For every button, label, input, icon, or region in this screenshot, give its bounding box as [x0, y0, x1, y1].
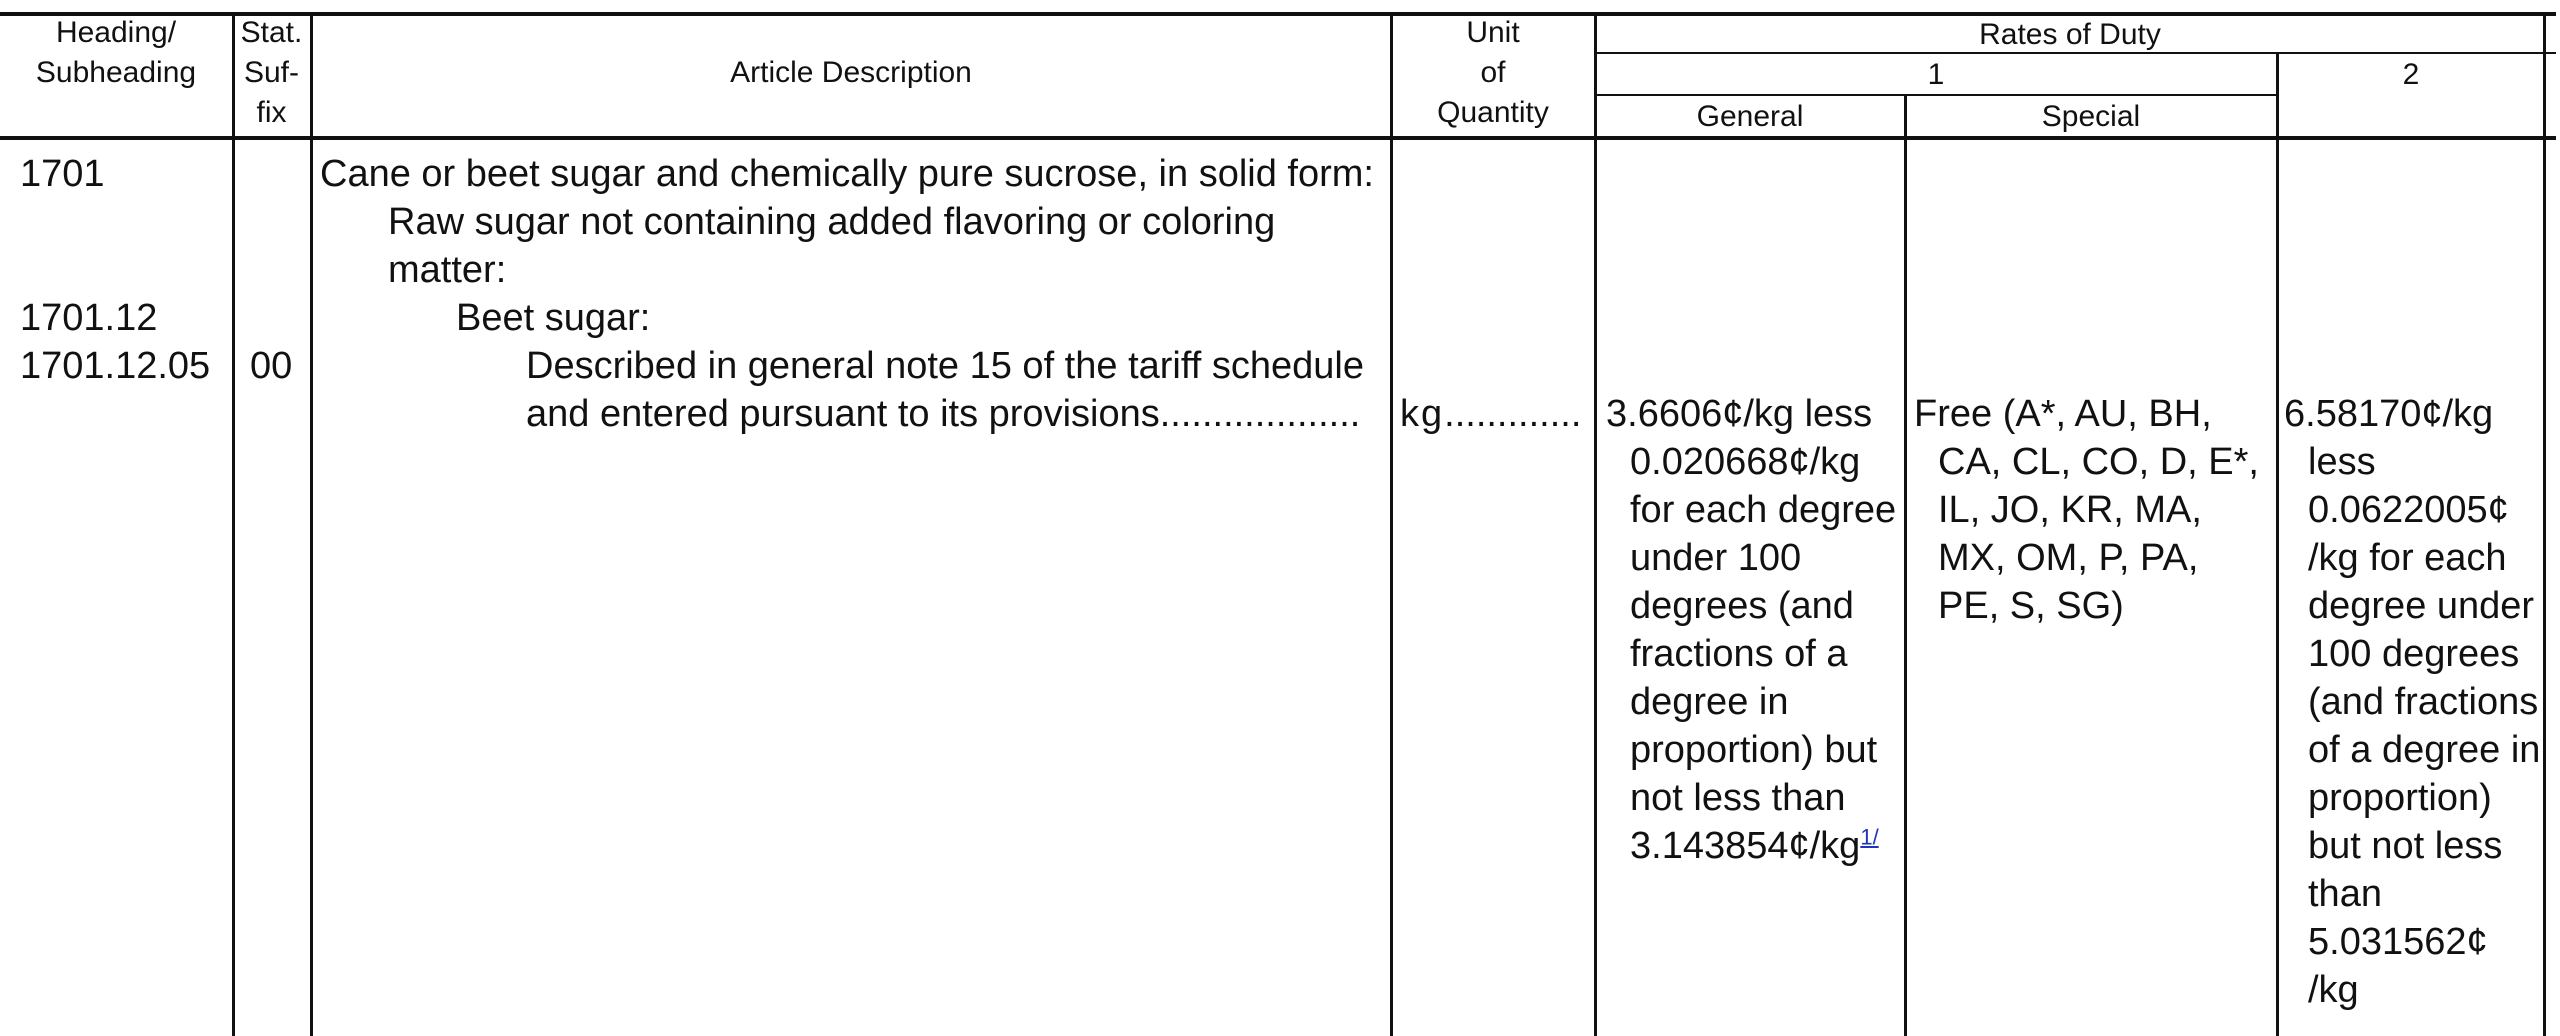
- column2-rate-line: 0.0622005¢: [2308, 489, 2509, 531]
- description-general-note-15-line2: [526, 390, 1360, 438]
- column2-rate-line: /kg: [2308, 969, 2359, 1011]
- general-special-subheader-border: [1596, 94, 2278, 96]
- general-rate-line: 3.6606¢/kg less: [1606, 393, 1873, 435]
- column2-rate-line: of a degree in: [2308, 729, 2541, 771]
- general-rate: [1606, 390, 1896, 870]
- column2-rate-line: (and fractions: [2308, 681, 2539, 723]
- special-rate-line: CA, CL, CO, D, E*,: [1938, 441, 2259, 483]
- stat-header-line1: Stat.: [240, 16, 303, 49]
- description-raw-sugar-line1: Raw sugar not containing added flavoring or coloring: [388, 201, 1276, 243]
- table-top-border: [0, 12, 2556, 16]
- general-rate-line: degrees (and: [1630, 585, 1854, 627]
- special-rate-line: PE, S, SG): [1938, 585, 2124, 627]
- stat-suffix-header: [233, 18, 310, 128]
- general-rate-line: degree in: [1630, 681, 1789, 723]
- general-header: General: [1696, 100, 1804, 133]
- column2-rate: [2284, 390, 2540, 1014]
- footnote-link[interactable]: 1/: [1860, 824, 1879, 850]
- general-rate-minimum: 3.143854¢/kg: [1630, 825, 1861, 867]
- col-divider-stat: [232, 12, 235, 1036]
- rates-col1-header: 1: [1927, 58, 1945, 91]
- general-rate-line-last: [1606, 822, 1896, 870]
- heading-header-line2: Subheading: [35, 56, 197, 89]
- stat-suffix-00: 00: [250, 345, 293, 387]
- column2-rate-line: than: [2308, 873, 2382, 915]
- special-header: Special: [2041, 100, 2141, 133]
- heading-header-line1: Heading/: [55, 16, 177, 49]
- description-leader-dots: ...................: [1159, 393, 1361, 435]
- col-divider-unit: [1390, 12, 1393, 1036]
- article-description-header: Article Description: [730, 56, 972, 89]
- column2-rate-line: 100 degrees: [2308, 633, 2520, 675]
- heading-1701-12-05: 1701.12.05: [20, 345, 211, 387]
- description-general-note-15-line1: Described in general note 15 of the tariff schedule: [526, 345, 1364, 387]
- heading-1701-12: 1701.12: [20, 297, 158, 339]
- rates-col2-header: 2: [2402, 58, 2420, 91]
- general-rate-line: not less than: [1630, 777, 1846, 819]
- column2-rate-line: /kg for each: [2308, 537, 2507, 579]
- rates-of-duty-header: Rates of Duty: [1979, 18, 2161, 51]
- description-raw-sugar-line2: matter:: [388, 249, 507, 291]
- column2-rate-line: but not less: [2308, 825, 2503, 867]
- col-divider-special: [1904, 94, 1907, 1036]
- unit-kg-text: kg: [1400, 393, 1445, 435]
- unit-kg: [1400, 390, 1581, 438]
- rates-subheader-border: [1596, 52, 2556, 54]
- column2-rate-line: degree under: [2308, 585, 2535, 627]
- general-rate-line: fractions of a: [1630, 633, 1848, 675]
- description-beet-sugar: Beet sugar:: [456, 297, 651, 339]
- unit-header-line2: of: [1480, 56, 1506, 89]
- description-cane-beet-sugar: Cane or beet sugar and chemically pure sucrose, in solid form:: [320, 153, 1374, 195]
- stat-header-line3: fix: [256, 96, 287, 129]
- unit-of-quantity-header: [1392, 18, 1594, 128]
- col-divider-rates: [1594, 12, 1597, 1036]
- special-rate-line: MX, OM, P, PA,: [1938, 537, 2199, 579]
- column2-rate-line: 6.58170¢/kg: [2284, 393, 2494, 435]
- unit-header-line1: Unit: [1466, 16, 1520, 49]
- stat-header-line2: Suf-: [243, 56, 300, 89]
- unit-header-line3: Quantity: [1437, 96, 1549, 129]
- table-right-border: [2543, 12, 2546, 1036]
- col-divider-col2: [2276, 52, 2279, 1036]
- general-rate-line: for each degree: [1630, 489, 1897, 531]
- col-divider-desc: [310, 12, 313, 1036]
- column2-rate-line: proportion): [2308, 777, 2492, 819]
- special-rate-line: IL, JO, KR, MA,: [1938, 489, 2202, 531]
- general-rate-line: proportion) but: [1630, 729, 1878, 771]
- header-bottom-border: [0, 136, 2556, 140]
- column2-rate-line: 5.031562¢: [2308, 921, 2488, 963]
- description-line2-text: and entered pursuant to its provisions: [526, 393, 1160, 435]
- heading-1701: 1701: [20, 153, 105, 195]
- general-rate-line: 0.020668¢/kg: [1630, 441, 1861, 483]
- unit-leader-dots: .............: [1444, 393, 1582, 435]
- column2-rate-line: less: [2308, 441, 2376, 483]
- special-rate-line: Free (A*, AU, BH,: [1914, 393, 2212, 435]
- special-rate: [1914, 390, 2259, 630]
- heading-subheading-header: [0, 18, 232, 88]
- general-rate-line: under 100: [1630, 537, 1802, 579]
